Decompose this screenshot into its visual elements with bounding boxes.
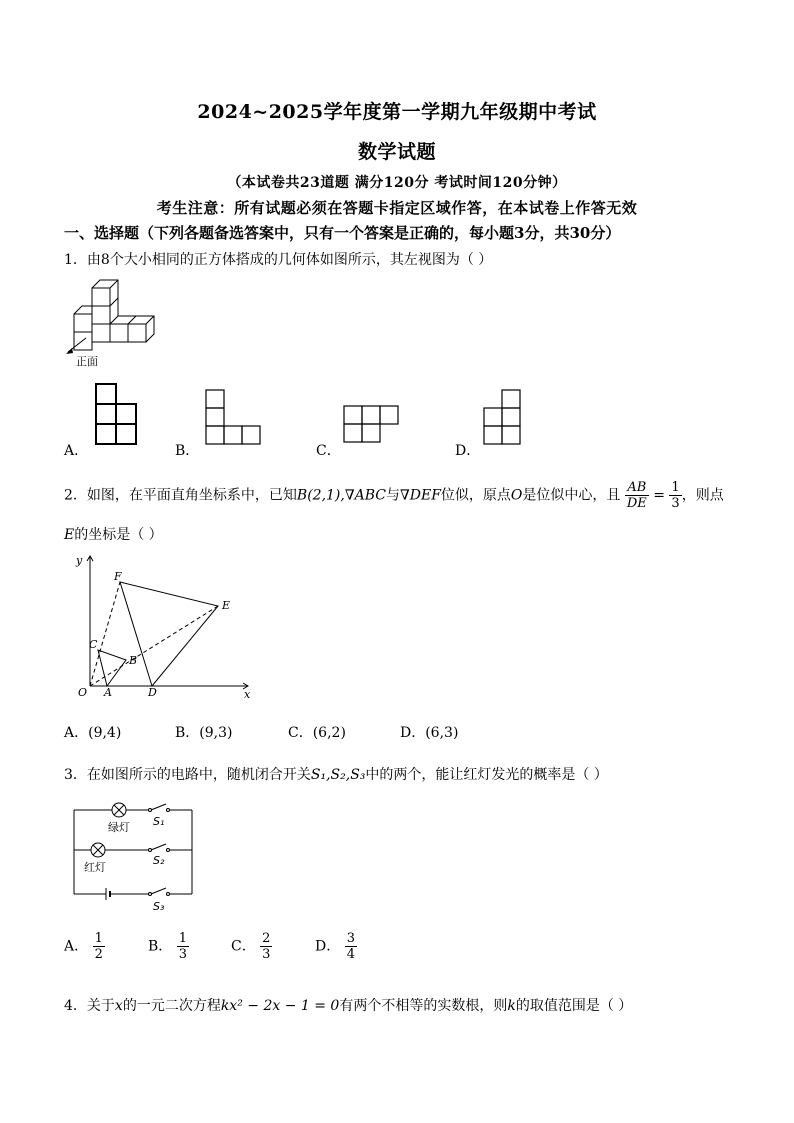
question-4-stem bbox=[64, 995, 632, 1015]
q1-option-a-figure[interactable] bbox=[94, 382, 142, 446]
q3-s2-label: S₂ bbox=[153, 854, 165, 867]
q3-red-lamp-label: 红灯 bbox=[84, 861, 106, 874]
q3-option-a[interactable] bbox=[64, 931, 105, 962]
q3-option-d-fraction: $\frac{3}{4}$ bbox=[346, 931, 355, 962]
q2-x-axis-label: x bbox=[244, 688, 251, 698]
q2-stem-part: ，则点 bbox=[681, 487, 724, 504]
q4-equation: kx² − 2x − 1 = 0 bbox=[220, 998, 340, 1014]
q3-option-b-letter: B． bbox=[148, 938, 173, 955]
q2-option-b[interactable]: B．(9,3) bbox=[175, 725, 233, 741]
q4-stem-part: 有两个不相等的实数根，则 bbox=[339, 998, 508, 1014]
q2-point-b: B(2,1),∇ABC bbox=[296, 487, 386, 504]
q1-option-a-label[interactable]: A． bbox=[64, 443, 89, 459]
q3-option-a-letter: A． bbox=[64, 938, 89, 955]
section-1-title: 一、选择题（下列各题备选答案中，只有一个答案是正确的，每小题3分，共30分） bbox=[64, 224, 621, 242]
exam-notice: 考生注意：所有试题必须在答题卡指定区域作答，在本试卷上作答无效 bbox=[156, 199, 638, 217]
q2-ratio-value: $\frac{1}{3}$ bbox=[671, 480, 680, 511]
q3-stem-part: 中的两个，能让红灯发光的概率是（ ） bbox=[365, 767, 608, 783]
q4-variable-x: x bbox=[114, 998, 123, 1014]
q3-stem-part: 3．在如图所示的电路中，随机闭合开关 bbox=[64, 767, 311, 783]
q2-ratio-fraction: $\frac{AB}{DE}$ bbox=[626, 480, 647, 511]
q2-label-a: A bbox=[104, 686, 112, 698]
q3-option-d[interactable] bbox=[315, 931, 357, 962]
subject-title: 数学试题 bbox=[357, 141, 436, 163]
question-2-stem bbox=[64, 480, 724, 511]
q3-circuit-figure bbox=[70, 798, 200, 918]
q2-coordinate-figure bbox=[66, 550, 256, 698]
q1-option-b-label[interactable]: B． bbox=[175, 443, 200, 459]
q2-label-d: D bbox=[148, 686, 157, 698]
exam-title: 2024~2025学年度第一学期九年级期中考试 bbox=[197, 101, 597, 123]
q2-equals: = bbox=[653, 487, 665, 504]
q2-label-c: C bbox=[89, 638, 98, 651]
q2-stem-part: 2．如图，在平面直角坐标系中，已知 bbox=[64, 487, 297, 504]
q2-option-a[interactable]: A．(9,4) bbox=[64, 725, 122, 741]
q2-y-axis-label: y bbox=[76, 554, 83, 567]
q3-s1-label: S₁ bbox=[153, 815, 165, 828]
question-1-stem: 1．由8个大小相同的正方体搭成的几何体如图所示，其左视图为（ ） bbox=[64, 252, 493, 268]
q2-origin: O bbox=[510, 487, 523, 504]
q2-stem-part: 与 bbox=[385, 487, 400, 504]
q4-stem-part: 的一元二次方程 bbox=[122, 998, 221, 1014]
q2-label-f: F bbox=[114, 570, 122, 583]
q4-stem-part: 的取值范围是（ ） bbox=[515, 998, 633, 1014]
q1-option-c-figure[interactable] bbox=[342, 404, 404, 446]
exam-info: （本试卷共23道题 满分120分 考试时间120分钟） bbox=[227, 175, 567, 191]
question-2-stem-line2 bbox=[64, 524, 163, 544]
q4-stem-part: 4．关于 bbox=[64, 998, 115, 1014]
q1-solid-figure bbox=[62, 276, 172, 368]
q1-option-c-label[interactable]: C． bbox=[316, 443, 341, 459]
q3-option-c-fraction: $\frac{2}{3}$ bbox=[262, 931, 271, 962]
q3-option-d-letter: D． bbox=[315, 938, 341, 955]
q3-green-lamp-label: 绿灯 bbox=[108, 821, 130, 834]
q1-option-d-label[interactable]: D． bbox=[455, 443, 481, 459]
q3-option-c-letter: C． bbox=[231, 938, 256, 955]
q2-option-d[interactable]: D．(6,3) bbox=[400, 725, 459, 741]
q3-option-c[interactable] bbox=[231, 931, 272, 962]
q2-stem-part: 位似，原点 bbox=[440, 487, 511, 504]
question-3-stem bbox=[64, 764, 608, 784]
q2-label-b: B bbox=[129, 654, 138, 667]
q2-option-c[interactable]: C．(6,2) bbox=[288, 725, 346, 741]
q1-option-b-figure[interactable] bbox=[204, 388, 264, 446]
q2-point-e: E bbox=[64, 527, 75, 543]
q2-label-o: O bbox=[78, 686, 88, 698]
q4-variable-k: k bbox=[507, 998, 516, 1014]
q3-s3-label: S₃ bbox=[153, 900, 165, 913]
q1-option-d-figure[interactable] bbox=[482, 388, 524, 446]
q2-triangle-def: ∇DEF bbox=[399, 487, 441, 504]
q3-option-a-fraction: $\frac{1}{2}$ bbox=[94, 931, 103, 962]
q2-label-e: E bbox=[222, 599, 231, 612]
q2-stem-part: 的坐标是（ ） bbox=[74, 527, 163, 543]
q3-switches: S₁,S₂,S₃ bbox=[310, 767, 366, 783]
q3-option-b-fraction: $\frac{1}{3}$ bbox=[178, 931, 188, 962]
q2-stem-part: 是位似中心，且 bbox=[522, 487, 621, 504]
q3-option-b[interactable] bbox=[148, 931, 189, 962]
q1-front-label: 正面 bbox=[76, 355, 98, 368]
